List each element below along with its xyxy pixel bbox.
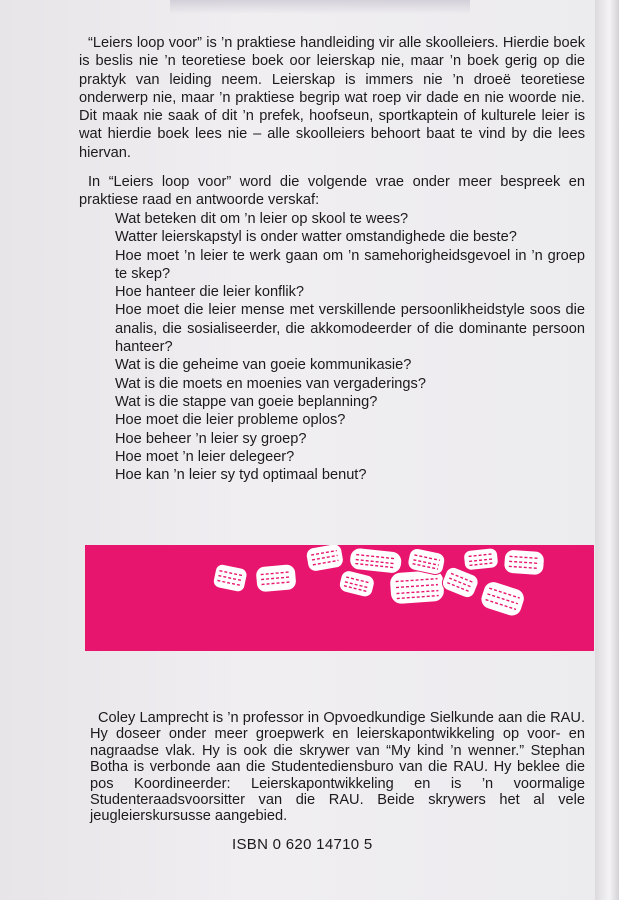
top-print-bleed — [170, 0, 470, 14]
footprint-icon — [349, 547, 403, 574]
intro-paragraph-2: In “Leiers loop voor” word die volgende vrae onder meer bespreek en praktiese raad en antwoorde verskaf: — [79, 174, 585, 209]
footprint-icon — [255, 564, 297, 593]
question-item: Wat is die stappe van goeie beplanning? — [115, 393, 378, 410]
intro-paragraph-1: “Leiers loop voor” is ’n praktiese handleiding vir alle skoolleiers. Hierdie boek is beslis nie ’n teoretiese boek oor leierskap nie, maar ’n boek gerig op die praktyk van leiding neem. Leierskap is immers nie ’n droeë teoretiese onderwerp nie, maar ’n praktiese begrip wat roep vir dade en nie woorde nie. Dit maak nie saak of dit ’n prefek, hoofseun, sportkaptein of kulturele leier is wat hierdie boek lees nie – alle skoolleiers behoort baat te vind by die lees hiervan. — [79, 35, 585, 161]
footprints-illustration — [85, 545, 594, 651]
question-item: Hoe moet die leier probleme oplos? — [115, 412, 346, 429]
footprint-icon — [338, 569, 376, 599]
question-item: Hoe kan ’n leier sy tyd optimaal benut? — [115, 467, 367, 484]
question-item: Hoe beheer ’n leier sy groep? — [115, 430, 307, 447]
question-item: Hoe moet ’n leier delegeer? — [115, 448, 295, 465]
cover-edge — [595, 0, 619, 900]
question-item: Wat is die geheime van goeie kommunikasie? — [115, 357, 412, 374]
author-bio: Coley Lamprecht is ’n professor in Opvoedkundige Sielkunde aan die RAU. Hy doseer onder meer groepwerk en leierskapontwikkeling op voor- en nagraadse vlak. Hy is ook die skrywer van “My kind ’n wenner.” Stephan Botha is verbonde aan die Studentediensburo van die RAU. Hy beklee die pos Koordineerder: Leierskapontwikkeling en is ’n voormalige Studenteraadsvoorsitter van die RAU. Beide skrywers het al vele jeugleierskursusse aangebied. — [90, 710, 585, 825]
question-item: Hoe moet ’n leier te werk gaan om ’n samehorigheidsgevoel in ’n groep te skep? — [115, 247, 585, 282]
question-list — [115, 210, 585, 484]
footprint-icon — [478, 579, 527, 619]
question-item: Hoe hanteer die leier konflik? — [115, 284, 305, 301]
question-item: Hoe moet die leier mense met verskillende persoonlikheidstyle soos die analis, die sosialiseerder, die akkomodeerder of die dominante persoon hanteer? — [115, 302, 585, 356]
footprint-icon — [305, 545, 345, 573]
footprint-icon — [463, 547, 499, 570]
question-item: Wat is die moets en moenies van vergaderings? — [115, 375, 426, 392]
pink-band — [85, 545, 594, 651]
isbn-number: ISBN 0 620 14710 5 — [232, 836, 373, 853]
footprint-icon — [503, 549, 545, 576]
question-item: Wat beteken dit om ’n leier op skool te wees? — [115, 211, 409, 227]
question-item: Watter leierskapstyl is onder watter omstandighede die beste? — [115, 229, 517, 246]
footprint-icon — [212, 563, 248, 593]
